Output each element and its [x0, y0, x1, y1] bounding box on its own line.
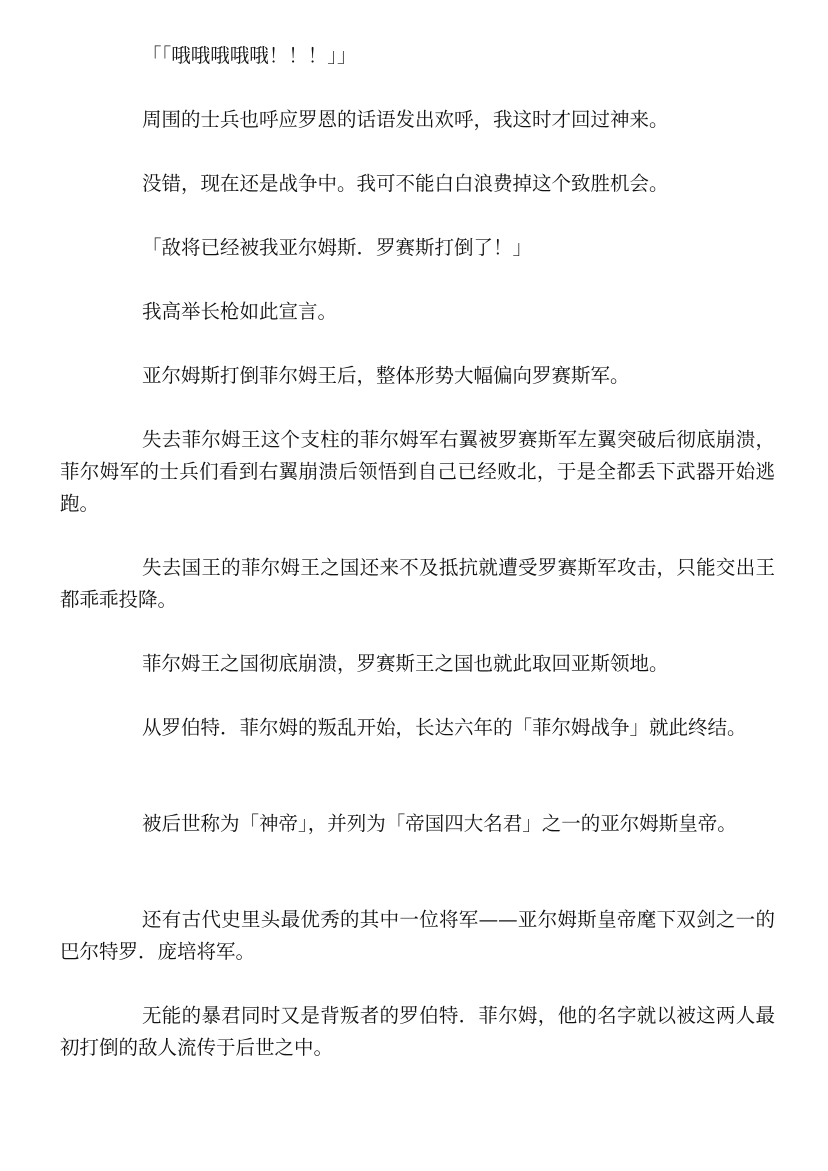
paragraph-10: 从罗伯特．菲尔姆的叛乱开始，长达六年的「菲尔姆战争」就此终结。 [142, 716, 747, 739]
paragraph-8: 失去国王的菲尔姆王之国还来不及抵抗就遭受罗赛斯军攻击，只能交出王都乖乖投降。 [60, 556, 775, 611]
paragraph-2: 周围的士兵也呼应罗恩的话语发出欢呼，我这时才回过神来。 [142, 108, 669, 131]
paragraph-1: 「「哦哦哦哦哦！！！」」 [142, 44, 357, 67]
paragraph-4: 「敌将已经被我亚尔姆斯．罗赛斯打倒了！」 [142, 236, 533, 259]
paragraph-5: 我高举长枪如此宣言。 [142, 300, 338, 323]
paragraph-3: 没错，现在还是战争中。我可不能白白浪费掉这个致胜机会。 [142, 172, 669, 195]
paragraph-11: 被后世称为「神帝」，并列为「帝国四大名君」之一的亚尔姆斯皇帝。 [142, 812, 737, 835]
paragraph-9: 菲尔姆王之国彻底崩溃，罗赛斯王之国也就此取回亚斯领地。 [142, 652, 669, 675]
paragraph-7: 失去菲尔姆王这个支柱的菲尔姆军右翼被罗赛斯军左翼突破后彻底崩溃，菲尔姆军的士兵们看到右翼崩溃后领悟到自己已经败北，于是全都丢下武器开始逃跑。 [60, 428, 775, 515]
paragraph-13: 无能的暴君同时又是背叛者的罗伯特．菲尔姆，他的名字就以被这两人最初打倒的敌人流传于后世之中。 [60, 1004, 775, 1059]
paragraph-6: 亚尔姆斯打倒菲尔姆王后，整体形势大幅偏向罗赛斯军。 [142, 364, 630, 387]
paragraph-12: 还有古代史里头最优秀的其中一位将军——亚尔姆斯皇帝麾下双剑之一的巴尔特罗．庞培将军。 [60, 908, 775, 963]
